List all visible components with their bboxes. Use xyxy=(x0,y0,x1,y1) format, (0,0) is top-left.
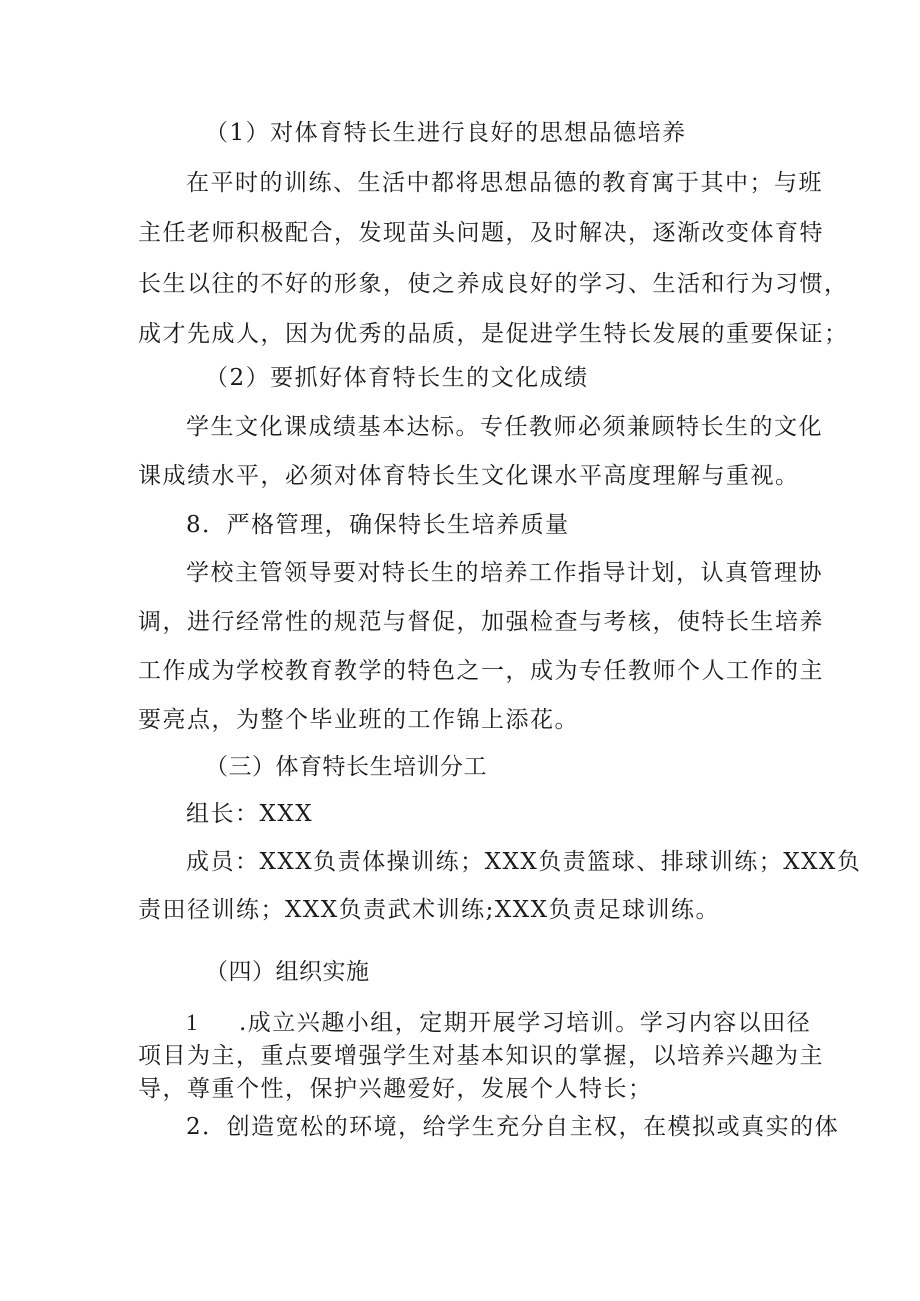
list-item-2: 2．创造宽松的环境，给学生充分自主权，在模拟或真实的体 xyxy=(186,1114,840,1140)
subheading-academic-grades: （2）要抓好体育特长生的文化成绩 xyxy=(205,365,589,391)
paragraph-line: 导，尊重个性，保护兴趣爱好，发展个人特长； xyxy=(138,1076,653,1102)
section-title-division-of-work: （三）体育特长生培训分工 xyxy=(205,754,487,780)
paragraph-line: 课成绩水平，必须对体育特长生文化课水平高度理解与重视。 xyxy=(138,463,800,489)
paragraph-line: 调，进行经常性的规范与督促，加强检查与考核，使特长生培养 xyxy=(138,609,824,635)
list-item-1 xyxy=(186,1008,811,1038)
paragraph-line: 在平时的训练、生活中都将思想品德的教育寓于其中；与班 xyxy=(186,170,823,196)
paragraph-line: 学生文化课成绩基本达标。专任教师必须兼顾特长生的文化 xyxy=(186,414,823,440)
subheading-moral-education: （1）对体育特长生进行良好的思想品德培养 xyxy=(205,120,687,146)
paragraph-line: 要亮点，为整个毕业班的工作锦上添花。 xyxy=(138,707,579,733)
paragraph-line: 学校主管领导要对特长生的培养工作指导计划，认真管理协 xyxy=(186,560,823,586)
list-item-number: 1 xyxy=(186,1010,199,1035)
list-item-text: .成立兴趣小组，定期开展学习培训。学习内容以田径 xyxy=(239,1010,812,1036)
paragraph-line: 项目为主，重点要增强学生对基本知识的掌握，以培养兴趣为主 xyxy=(138,1043,824,1069)
members-line: 成员：XXX负责体操训练；XXX负责篮球、排球训练；XXX负 xyxy=(186,849,862,875)
section-title-implementation: （四）组织实施 xyxy=(205,959,370,985)
paragraph-line: 工作成为学校教育教学的特色之一，成为专任教师个人工作的主 xyxy=(138,658,824,684)
paragraph-line: 长生以往的不好的形象，使之养成良好的学习、生活和行为习惯， xyxy=(138,271,849,297)
members-line: 责田径训练；XXX负责武术训练;XXX负责足球训练。 xyxy=(138,897,720,923)
paragraph-line: 成才先成人，因为优秀的品质，是促进学生特长发展的重要保证； xyxy=(138,321,849,347)
paragraph-line: 主任老师积极配合，发现苗头问题，及时解决，逐渐改变体育特 xyxy=(138,220,824,246)
subheading-strict-management: 8．严格管理，确保特长生培养质量 xyxy=(186,512,570,538)
leader-line: 组长：XXX xyxy=(186,801,314,827)
